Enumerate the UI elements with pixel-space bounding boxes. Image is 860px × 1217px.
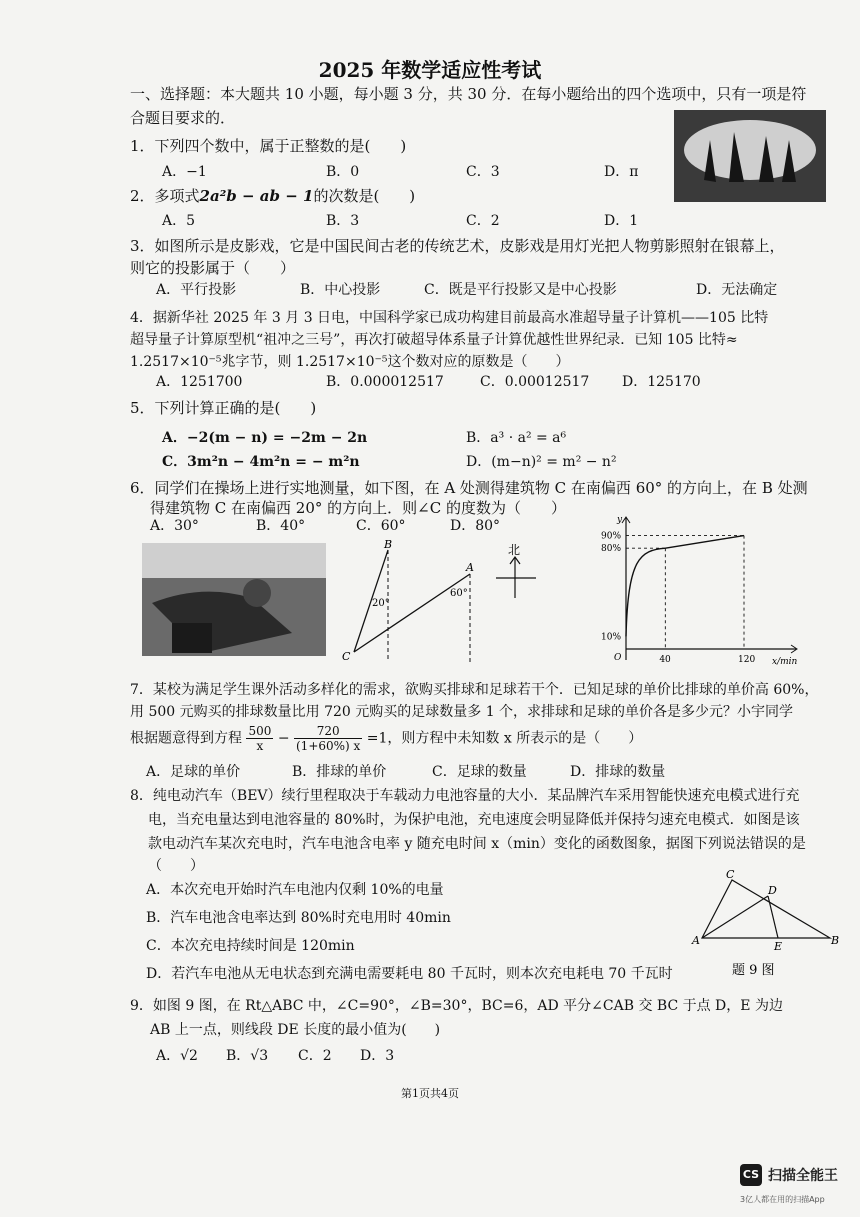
charging-chart <box>596 512 802 666</box>
q2-stem-post: 的次数是( ) <box>313 187 416 205</box>
fig9-caption: 题 9 图 <box>732 963 775 978</box>
fig9-label-d: D <box>768 884 777 897</box>
q7-option-c: C．足球的数量 <box>432 764 527 780</box>
q7-minus: − <box>277 730 290 747</box>
q8-option-a: A．本次充电开始时汽车电池内仅剩 10%的电量 <box>146 882 444 898</box>
q7-option-d: D．排球的数量 <box>570 764 666 780</box>
q4-option-b: B．0.000012517 <box>326 374 444 390</box>
chart-x-label: x/min <box>772 657 798 666</box>
chart-y-tick-0: 90% <box>601 531 622 542</box>
q8-line-2: 电，当充电量达到电池容量的 80%时，为保护电池，充电速度会明显降低并保持匀速充电模式．如图是该 <box>148 812 800 828</box>
fig6-label-a: A <box>466 561 474 574</box>
q7-option-a: A．足球的单价 <box>146 764 241 780</box>
q2-expression: 2a²b − ab − 1 <box>199 187 314 205</box>
camscanner-tagline: 3亿人都在用的扫描App <box>740 1195 825 1204</box>
q3-line-1: 3．如图所示是皮影戏，它是中国民间古老的传统艺术，皮影戏是用灯光把人物剪影照射在银幕上， <box>130 237 785 255</box>
q6-triangle-diagram <box>340 538 490 666</box>
q7-fraction-1-denominator: x <box>256 739 264 753</box>
q2-stem-pre: 2．多项式 <box>130 187 200 205</box>
q8-line-4: （ ） <box>148 858 204 874</box>
surveying-photo <box>142 543 326 656</box>
q6-option-a: A．30° <box>150 518 199 534</box>
chart-y-tick-2: 10% <box>601 632 622 643</box>
q1-option-b: B．0 <box>326 164 360 180</box>
fig6-label-c: C <box>342 650 351 663</box>
q4-option-d: D．125170 <box>622 374 701 390</box>
q9-line-1: 9．如图 9 图，在 Rt△ABC 中，∠C=90°，∠B=30°，BC=6，AD 平分∠CAB 交 BC 于点 D，E 为边 <box>130 998 783 1014</box>
q6-option-b: B．40° <box>256 518 306 534</box>
q5-option-d: D．(m−n)² = m² − n² <box>466 454 617 470</box>
chart-x-tick-1: 120 <box>738 655 756 665</box>
q6-option-c: C．60° <box>356 518 406 534</box>
q7-line-3 <box>130 724 642 753</box>
q1-option-c: C．3 <box>466 164 500 180</box>
q6-line-2: 得建筑物 C 在南偏西 20° 的方向上．则∠C 的度数为（ ） <box>150 499 566 517</box>
q5-option-b: B．a³ · a² = a⁶ <box>466 430 567 446</box>
page-title: 2025 年数学适应性考试 <box>318 58 542 82</box>
q1-option-d: D．π <box>604 164 639 180</box>
q9-option-c: C．2 <box>298 1048 332 1064</box>
q8-option-d: D．若汽车电池从无电状态到充满电需要耗电 80 千瓦时，则本次充电耗电 70 千瓦时 <box>146 966 673 982</box>
q3-line-2: 则它的投影属于（ ） <box>130 259 296 277</box>
q5-stem: 5．下列计算正确的是( ) <box>130 399 317 417</box>
chart-marks <box>601 532 755 665</box>
chart-y-label: y <box>617 515 623 525</box>
q7-fraction-1 <box>246 724 273 753</box>
q7-line-3-pre: 根据题意得到方程 <box>130 730 242 747</box>
q8-option-c: C．本次充电持续时间是 120min <box>146 938 355 954</box>
q2-option-c: C．2 <box>466 213 500 229</box>
q9-option-d: D．3 <box>360 1048 395 1064</box>
fig9-label-c: C <box>726 868 735 881</box>
q1-option-a: A．−1 <box>162 164 207 180</box>
q4-line-2: 超导量子计算原型机“祖冲之三号”，再次打破超导体系量子计算优越性世界纪录．已知 105 比特≈ <box>130 332 738 348</box>
fig9-triangle-diagram <box>690 866 840 978</box>
fig6-angle-60: 60° <box>450 588 468 599</box>
q7-fraction-2 <box>294 724 362 753</box>
q2-option-d: D．1 <box>604 213 639 229</box>
q4-line-3: 1.2517×10⁻⁵兆字节，则 1.2517×10⁻⁵这个数对应的原数是（ ） <box>130 354 570 370</box>
fig6-angle-20: 20° <box>372 598 390 609</box>
q2-option-a: A．5 <box>162 213 196 229</box>
q7-line-1: 7．某校为满足学生课外活动多样化的需求，欲购买排球和足球若干个．已知足球的单价比排球的单价高 60%， <box>130 682 819 698</box>
q4-line-1: 4．据新华社 2025 年 3 月 3 日电，中国科学家已成功构建目前最高水准超导量子计算机——105 比特 <box>130 310 769 326</box>
fig9-label-b: B <box>831 934 840 947</box>
q5-option-a: A．−2(m − n) = −2m − 2n <box>162 430 368 446</box>
q5-option-c: C．3m²n − 4m²n = − m²n <box>162 454 360 470</box>
chart-y-tick-1: 80% <box>601 544 622 555</box>
q7-fraction-1-numerator: 500 <box>248 724 272 738</box>
q8-line-3: 款电动汽车某次充电时，汽车电池含电率 y 随充电时间 x（min）变化的函数图象，据图下列说法错误的是 <box>148 836 806 852</box>
q8-line-1: 8．纯电动汽车（BEV）续行里程取决于车载动力电池容量的大小．某品牌汽车采用智能快速充电模式进行充 <box>130 788 800 804</box>
camscanner-logo-icon: CS <box>740 1164 762 1186</box>
shadow-puppet-image <box>674 110 826 202</box>
q8-option-b: B．汽车电池含电率达到 80%时充电用时 40min <box>146 910 451 926</box>
page-footer: 第1页共4页 <box>401 1087 459 1100</box>
q7-fraction-2-numerator: 720 <box>294 724 362 739</box>
q3-option-d: D．无法确定 <box>696 282 778 298</box>
q9-line-2: AB 上一点，则线段 DE 长度的最小值为( ) <box>150 1022 441 1038</box>
q7-fraction-2-denominator: (1+60%) x <box>296 739 361 753</box>
shadow-puppet-figures <box>674 110 826 202</box>
q9-option-a: A．√2 <box>156 1048 198 1064</box>
q2-option-b: B．3 <box>326 213 360 229</box>
section-1-header: 一、选择题：本大题共 10 小题，每小题 3 分，共 30 分．在每小题给出的四个选项中，只有一项是符 <box>130 85 807 103</box>
q6-option-d: D．80° <box>450 518 501 534</box>
chart-x-tick-0: 40 <box>659 655 671 665</box>
q7-option-b: B．排球的单价 <box>292 764 387 780</box>
q1-stem: 1．下列四个数中，属于正整数的是( ) <box>130 137 407 155</box>
q7-line-3-post: =1，则方程中未知数 x 所表示的是（ ） <box>366 730 643 747</box>
q7-line-2: 用 500 元购买的排球数量比用 720 元购买的足球数量多 1 个，求排球和足球的单价各是多少元？小宇同学 <box>130 704 794 720</box>
q4-option-a: A．1251700 <box>156 374 243 390</box>
chart-series-line <box>626 536 744 637</box>
q3-option-c: C．既是平行投影又是中心投影 <box>424 282 617 298</box>
chart-origin: O <box>614 653 622 663</box>
q3-option-b: B．中心投影 <box>300 282 381 298</box>
compass-north-label: 北 <box>508 543 521 557</box>
fig9-label-a: A <box>692 934 700 947</box>
q2-stem <box>130 186 415 206</box>
q9-option-b: B．√3 <box>226 1048 269 1064</box>
q6-line-1: 6．同学们在操场上进行实地测量，如下图，在 A 处测得建筑物 C 在南偏西 60° 的方向上，在 B 处测 <box>130 479 808 497</box>
q3-option-a: A．平行投影 <box>156 282 237 298</box>
camscanner-name: 扫描全能王 <box>768 1168 838 1184</box>
q4-option-c: C．0.00012517 <box>480 374 590 390</box>
section-1-header-cont: 合题目要求的． <box>130 109 236 127</box>
fig6-label-b: B <box>384 538 393 551</box>
fig9-label-e: E <box>774 940 783 953</box>
surveying-photo-scene <box>142 543 326 656</box>
compass-icon <box>494 540 544 602</box>
